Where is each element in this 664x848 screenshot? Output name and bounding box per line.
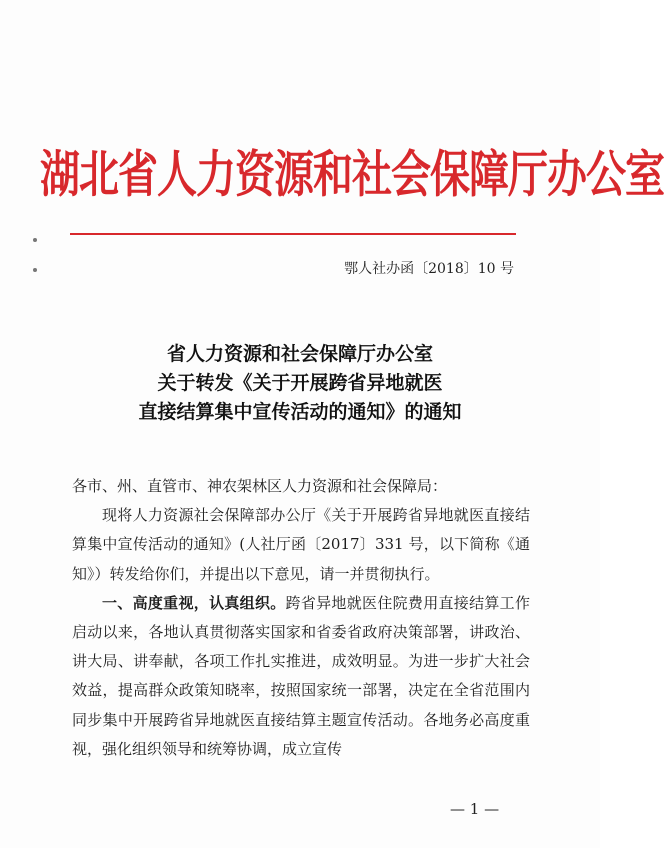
document-number: 鄂人社办函〔2018〕10 号 [344,261,514,277]
title-line-1: 省人力资源和社会保障厅办公室 [166,343,433,365]
paragraph-section-1 [72,589,530,764]
issuer-header: 湖北省人力资源和社会保障厅办公室 [40,145,664,204]
section-1-text: 跨省异地就医住院费用直接结算工作启动以来，各地认真贯彻落实国家和省委省政府决策部署，讲政治、讲大局、讲奉献，各项工作扎实推进，成效明显。为进一步扩大社会效益，提高群众政策知晓率，按照国家统一部署，决定在全省范围内同步集中开展跨省异地就医直接结算主题宣传活动。各地务必高度重视，强化组织领导和统筹协调，成立宣传 [72,593,530,758]
title-line-3: 直接结算集中宣传活动的通知》的通知 [138,401,462,423]
document-body [72,472,530,764]
scan-dot-mark [33,268,37,272]
document-title [60,340,540,427]
paragraph-intro: 现将人力资源社会保障部办公厅《关于开展跨省异地就医直接结算集中宣传活动的通知》(人社厅函〔2017〕331 号，以下简称《通知》）转发给你们，并提出以下意见，请一并贯彻执行。 [72,506,530,583]
salutation: 各市、州、直管市、神农架林区人力资源和社会保障局： [72,477,448,495]
page-number: — 1 — [450,800,500,818]
scan-dot-mark [33,238,37,242]
title-line-2: 关于转发《关于开展跨省异地就医 [157,372,443,394]
red-separator-line [70,233,516,235]
section-1-heading: 一、高度重视，认真组织。 [102,593,286,612]
